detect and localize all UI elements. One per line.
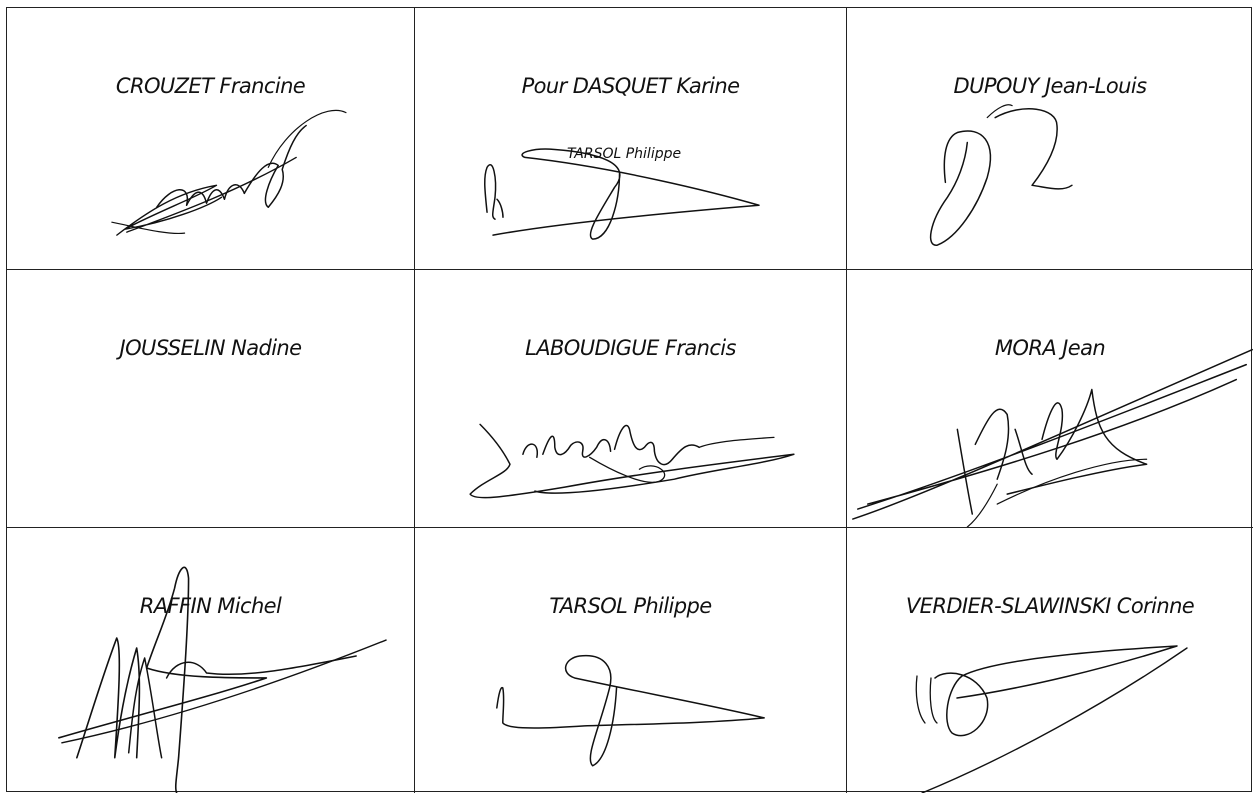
signature-table <box>6 7 1252 792</box>
signatory-name: RAFFIN Michel <box>139 594 282 618</box>
signature-cell-mora <box>847 270 1253 528</box>
signature-cell-raffin <box>7 528 415 793</box>
handwritten-signature <box>415 528 846 793</box>
signatory-name: MORA Jean <box>994 336 1106 360</box>
signatory-name: CROUZET Francine <box>115 74 306 98</box>
handwritten-signature <box>7 8 414 269</box>
handwritten-signature <box>415 8 846 269</box>
signatory-name: DUPOUY Jean-Louis <box>953 74 1147 98</box>
signatory-name: TARSOL Philippe <box>549 594 712 618</box>
signatory-note: TARSOL Philippe <box>567 146 682 162</box>
signature-cell-dupouy <box>847 8 1253 270</box>
signatory-name: Pour DASQUET Karine <box>521 74 740 98</box>
handwritten-signature <box>847 270 1253 527</box>
signature-cell-laboudigue <box>415 270 847 528</box>
handwritten-signature <box>847 8 1253 269</box>
signatory-name: LABOUDIGUE Francis <box>525 336 736 360</box>
signatory-name: VERDIER-SLAWINSKI Corinne <box>905 594 1195 618</box>
signature-cell-dasquet <box>415 8 847 270</box>
signature-cell-jousselin <box>7 270 415 528</box>
signature-cell-tarsol <box>415 528 847 793</box>
signature-cell-crouzet <box>7 8 415 270</box>
handwritten-signature <box>847 528 1253 793</box>
handwritten-signature <box>415 270 846 527</box>
signature-cell-verdier-slawinski <box>847 528 1253 793</box>
signatory-name: JOUSSELIN Nadine <box>119 336 302 360</box>
handwritten-signature <box>7 528 414 793</box>
